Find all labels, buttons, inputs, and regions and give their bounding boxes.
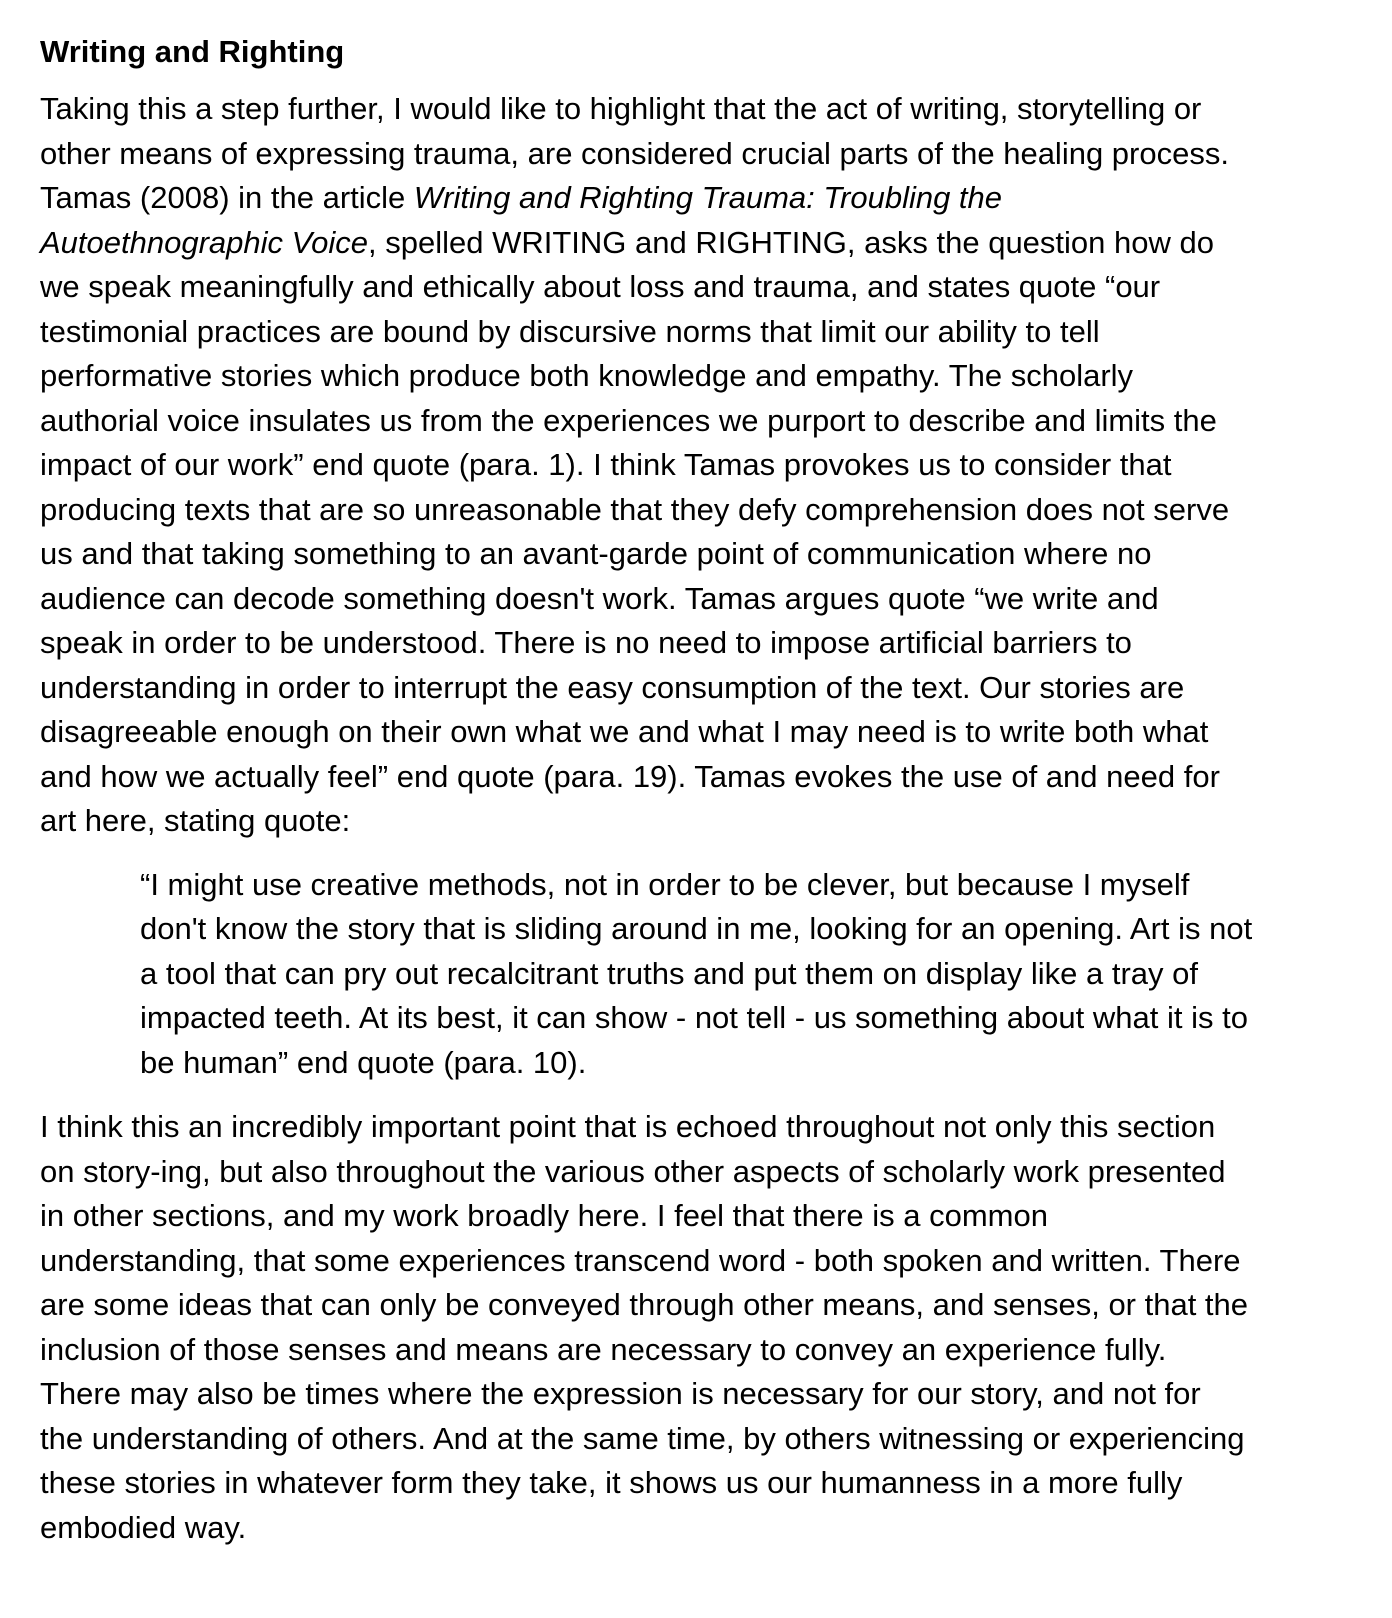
- text-line: other means of expressing trauma, are considered crucial parts of the healing process.: [40, 135, 1229, 171]
- text-line: testimonial practices are bound by discursive norms that limit our ability to tell: [40, 313, 1100, 349]
- text-line: impact of our work” end quote (para. 1). I think Tamas provokes us to consider that: [40, 447, 1172, 482]
- quote-line: don't know the story that is sliding around in me, looking for an opening. Art is not: [140, 911, 1253, 946]
- text-span: Tamas (2008) in the article: [40, 180, 414, 215]
- text-line: inclusion of those senses and means are necessary to convey an experience fully.: [40, 1331, 1167, 1367]
- document-page: [40, 30, 1340, 1550]
- text-line: art here, stating quote:: [40, 803, 351, 838]
- text-line: and how we actually feel” end quote (para. 19). Tamas evokes the use of and need for: [40, 758, 1220, 794]
- text-line: us and that taking something to an avant-garde point of communication where no: [40, 536, 1152, 571]
- text-line: producing texts that are so unreasonable that they defy comprehension does not serve: [40, 491, 1230, 527]
- paragraph-intro: [40, 87, 1340, 844]
- text-span: , spelled WRITING and RIGHTING, asks the question how do: [368, 224, 1214, 260]
- text-line: There may also be times where the expression is necessary for our story, and not for: [40, 1376, 1201, 1411]
- quote-line: be human” end quote (para. 10).: [140, 1044, 587, 1080]
- text-line: understanding in order to interrupt the easy consumption of the text. Our stories are: [40, 669, 1185, 705]
- text-line: [40, 221, 1340, 266]
- text-line: I think this an incredibly important point that is echoed throughout not only this section: [40, 1109, 1216, 1144]
- quote-line: impacted teeth. At its best, it can show - not tell - us something about what it is to: [140, 1000, 1248, 1035]
- text-line: in other sections, and my work broadly here. I feel that there is a common: [40, 1198, 1048, 1233]
- text-line: Taking this a step further, I would like to highlight that the act of writing, storytelling or: [40, 91, 1202, 126]
- block-quote: [140, 863, 1340, 1086]
- text-line: speak in order to be understood. There is no need to impose artificial barriers to: [40, 625, 1132, 660]
- section-heading: Writing and Righting: [40, 34, 345, 69]
- text-line: performative stories which produce both knowledge and empathy. The scholarly: [40, 358, 1134, 393]
- text-line: disagreeable enough on their own what we and what I may need is to write both what: [40, 714, 1209, 749]
- text-line: we speak meaningfully and ethically about loss and trauma, and states quote “our: [40, 269, 1161, 304]
- text-line: these stories in whatever form they take, it shows us our humanness in a more fully: [40, 1465, 1183, 1500]
- text-line: [40, 176, 1340, 221]
- quote-line: “I might use creative methods, not in order to be clever, but because I myself: [140, 866, 1190, 902]
- article-title-italic: Writing and Righting Trauma: Troubling the: [413, 180, 1003, 215]
- text-line: the understanding of others. And at the same time, by others witnessing or experiencing: [40, 1420, 1245, 1456]
- text-line: audience can decode something doesn't work. Tamas argues quote “we write and: [40, 580, 1159, 616]
- text-line: on story-ing, but also throughout the various other aspects of scholarly work presented: [40, 1153, 1226, 1189]
- quote-line: a tool that can pry out recalcitrant truths and put them on display like a tray of: [140, 955, 1199, 991]
- text-line: understanding, that some experiences transcend word - both spoken and written. There: [40, 1242, 1241, 1278]
- article-title-italic: Autoethnographic Voice: [40, 224, 369, 260]
- paragraph-reflection: [40, 1105, 1340, 1550]
- text-line: are some ideas that can only be conveyed through other means, and senses, or that the: [40, 1287, 1249, 1322]
- text-line: authorial voice insulates us from the experiences we purport to describe and limits the: [40, 402, 1217, 438]
- text-line: embodied way.: [40, 1509, 247, 1545]
